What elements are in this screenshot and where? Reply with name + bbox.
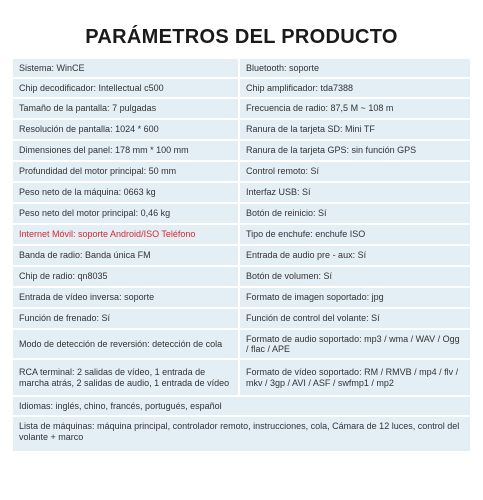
table-row	[13, 246, 470, 265]
spec-cell: Banda de radio: Banda única FM	[13, 246, 238, 265]
page-title: PARÁMETROS DEL PRODUCTO	[85, 26, 398, 48]
spec-cell: Peso neto de la máquina: 0663 kg	[13, 183, 238, 202]
table-row	[13, 141, 470, 160]
table-row	[13, 120, 470, 139]
spec-cell: Frecuencia de radio: 87,5 M ~ 108 m	[240, 99, 470, 118]
spec-cell: Chip amplificador: tda7388	[240, 79, 470, 97]
spec-cell: Chip de radio: qn8035	[13, 267, 238, 286]
spec-cell: Dimensiones del panel: 178 mm * 100 mm	[13, 141, 238, 160]
packing-list-cell: Lista de máquinas: máquina principal, controlador remoto, instrucciones, cola, Cámara de 12 luces, control del volante + marco	[13, 417, 470, 451]
spec-cell: Control remoto: Sí	[240, 162, 470, 181]
table-row	[13, 330, 470, 358]
spec-cell: Formato de vídeo soportado: RM / RMVB / mp4 / flv / mkv / 3gp / AVI / ASF / swfmp1 / mp2	[240, 360, 470, 395]
table-row	[13, 309, 470, 328]
table-row	[13, 204, 470, 223]
spec-cell: Ranura de la tarjeta SD: Mini TF	[240, 120, 470, 139]
spec-cell: Peso neto del motor principal: 0,46 kg	[13, 204, 238, 223]
parameters-table	[13, 59, 470, 453]
spec-cell: Chip decodificador: Intellectual c500	[13, 79, 238, 97]
table-row	[13, 99, 470, 118]
spec-cell: Entrada de audio pre - aux: Sí	[240, 246, 470, 265]
spec-cell: Formato de audio soportado: mp3 / wma / WAV / Ogg / flac / APE	[240, 330, 470, 358]
table-row	[13, 288, 470, 307]
spec-cell: Botón de volumen: Sí	[240, 267, 470, 286]
table-row	[13, 225, 470, 244]
spec-cell: Formato de imagen soportado: jpg	[240, 288, 470, 307]
spec-cell: Botón de reinicio: Sí	[240, 204, 470, 223]
spec-cell: Bluetooth: soporte	[240, 59, 470, 77]
spec-cell: Tipo de enchufe: enchufe ISO	[240, 225, 470, 244]
spec-cell: Sistema: WinCE	[13, 59, 238, 77]
spec-cell: Función de frenado: Sí	[13, 309, 238, 328]
table-row	[13, 59, 470, 77]
table-row	[13, 162, 470, 181]
table-row	[13, 360, 470, 395]
table-row	[13, 397, 470, 415]
table-row	[13, 267, 470, 286]
languages-cell: Idiomas: inglés, chino, francés, portugués, español	[13, 397, 470, 415]
spec-cell: Modo de detección de reversión: detección de cola	[13, 330, 238, 358]
table-row	[13, 79, 470, 97]
table-row	[13, 417, 470, 451]
spec-cell: Entrada de vídeo inversa: soporte	[13, 288, 238, 307]
spec-cell: Interfaz USB: Sí	[240, 183, 470, 202]
spec-cell: Tamaño de la pantalla: 7 pulgadas	[13, 99, 238, 118]
spec-cell: Función de control del volante: Sí	[240, 309, 470, 328]
spec-cell-highlight: Internet Móvil: soporte Android/ISO Teléfono	[13, 225, 238, 244]
table-row	[13, 183, 470, 202]
spec-cell: Resolución de pantalla: 1024 * 600	[13, 120, 238, 139]
spec-cell: RCA terminal: 2 salidas de vídeo, 1 entrada de marcha atrás, 2 salidas de audio, 1 entrada de vídeo	[13, 360, 238, 395]
spec-cell: Ranura de la tarjeta GPS: sin función GPS	[240, 141, 470, 160]
spec-cell: Profundidad del motor principal: 50 mm	[13, 162, 238, 181]
